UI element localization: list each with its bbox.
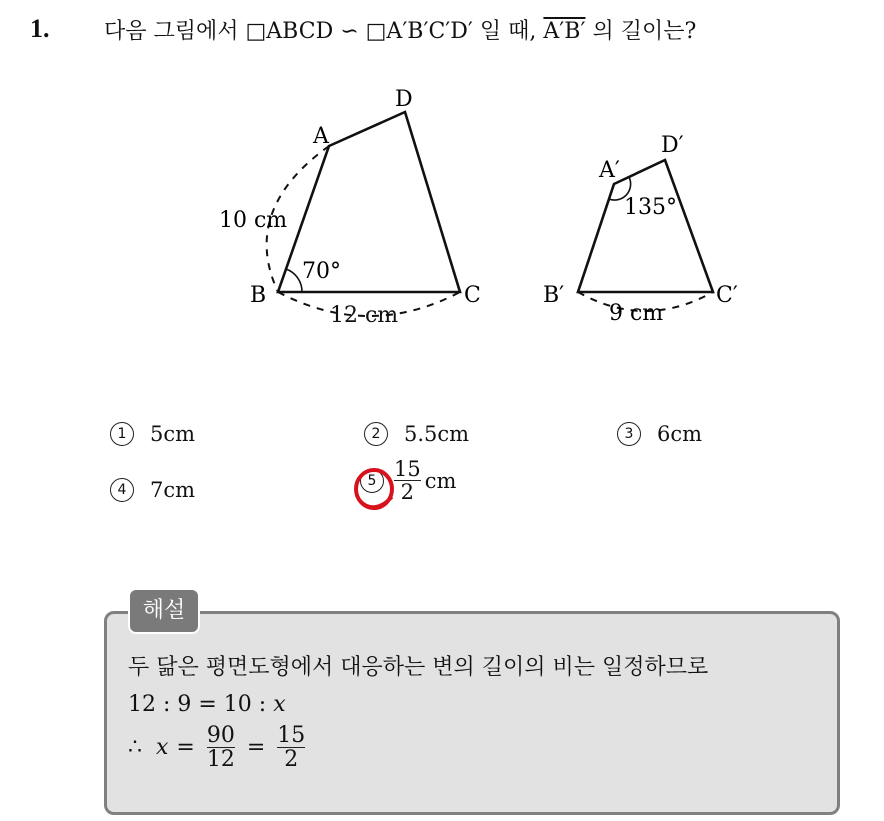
question-text-after: 의 길이는?	[592, 19, 697, 44]
equals-2: =	[246, 735, 266, 761]
choice-5-numerator: 15	[394, 457, 421, 481]
side-bc-length: 12 cm	[330, 303, 399, 328]
label-d-prime: D′	[661, 133, 684, 158]
fraction-15-numerator: 15	[277, 723, 306, 748]
choice-3[interactable]	[617, 422, 702, 446]
therefore-symbol: ∴	[128, 735, 142, 761]
label-b: B	[250, 283, 267, 308]
choice-1-number: 1	[110, 422, 134, 446]
segment-label: A′B′	[543, 19, 586, 44]
variable-x-result: x	[156, 735, 169, 761]
equals-1: =	[176, 735, 195, 761]
fraction-2-denominator: 2	[284, 747, 299, 773]
label-a: A	[313, 124, 329, 149]
solution-tag: 해설	[128, 588, 200, 634]
side-ab-length: 10 cm	[219, 208, 288, 233]
solution-line-2	[128, 692, 286, 717]
choice-2[interactable]	[364, 422, 469, 446]
fraction-90-numerator: 90	[206, 723, 235, 748]
quadrilateral-figures	[0, 0, 884, 400]
label-c-prime: C′	[716, 283, 738, 308]
angle-a-prime-value: 135°	[624, 195, 677, 220]
choice-4-text: 7cm	[150, 478, 196, 502]
fraction-90-12	[207, 724, 235, 771]
side-bc-prime-length: 9 cm	[609, 301, 664, 326]
label-b-prime: B′	[543, 283, 565, 308]
choice-5-number: 5	[360, 469, 384, 493]
label-c: C	[464, 283, 481, 308]
choice-1[interactable]	[110, 422, 195, 446]
fraction-15-2	[277, 724, 305, 771]
choice-2-number: 2	[364, 422, 388, 446]
angle-b-arc	[286, 269, 302, 292]
choice-1-text: 5cm	[150, 422, 196, 446]
solution-line-1: 두 닮은 평면도형에서 대응하는 변의 길이의 비는 일정하므로	[128, 655, 709, 680]
answer-circle-mark	[350, 463, 400, 515]
proportion-text: 12 : 9 = 10 :	[128, 692, 267, 717]
choice-3-text: 6cm	[657, 422, 703, 446]
choice-3-number: 3	[617, 422, 641, 446]
question-number: 1.	[30, 14, 50, 43]
solution-line-3	[128, 724, 309, 771]
choice-5-unit: cm	[424, 468, 457, 493]
label-d: D	[395, 87, 413, 112]
angle-b-value: 70°	[302, 259, 341, 284]
label-a-prime: A′	[599, 158, 620, 183]
choice-2-text: 5.5cm	[404, 422, 470, 446]
variable-x: x	[273, 692, 286, 717]
choice-4-number: 4	[110, 478, 134, 502]
choice-5-denominator: 2	[400, 480, 415, 505]
choice-4[interactable]	[110, 478, 195, 502]
fraction-12-denominator: 12	[206, 747, 235, 773]
question-text-before: 다음 그림에서 □ABCD ∽ □A′B′C′D′ 일 때,	[104, 19, 537, 44]
